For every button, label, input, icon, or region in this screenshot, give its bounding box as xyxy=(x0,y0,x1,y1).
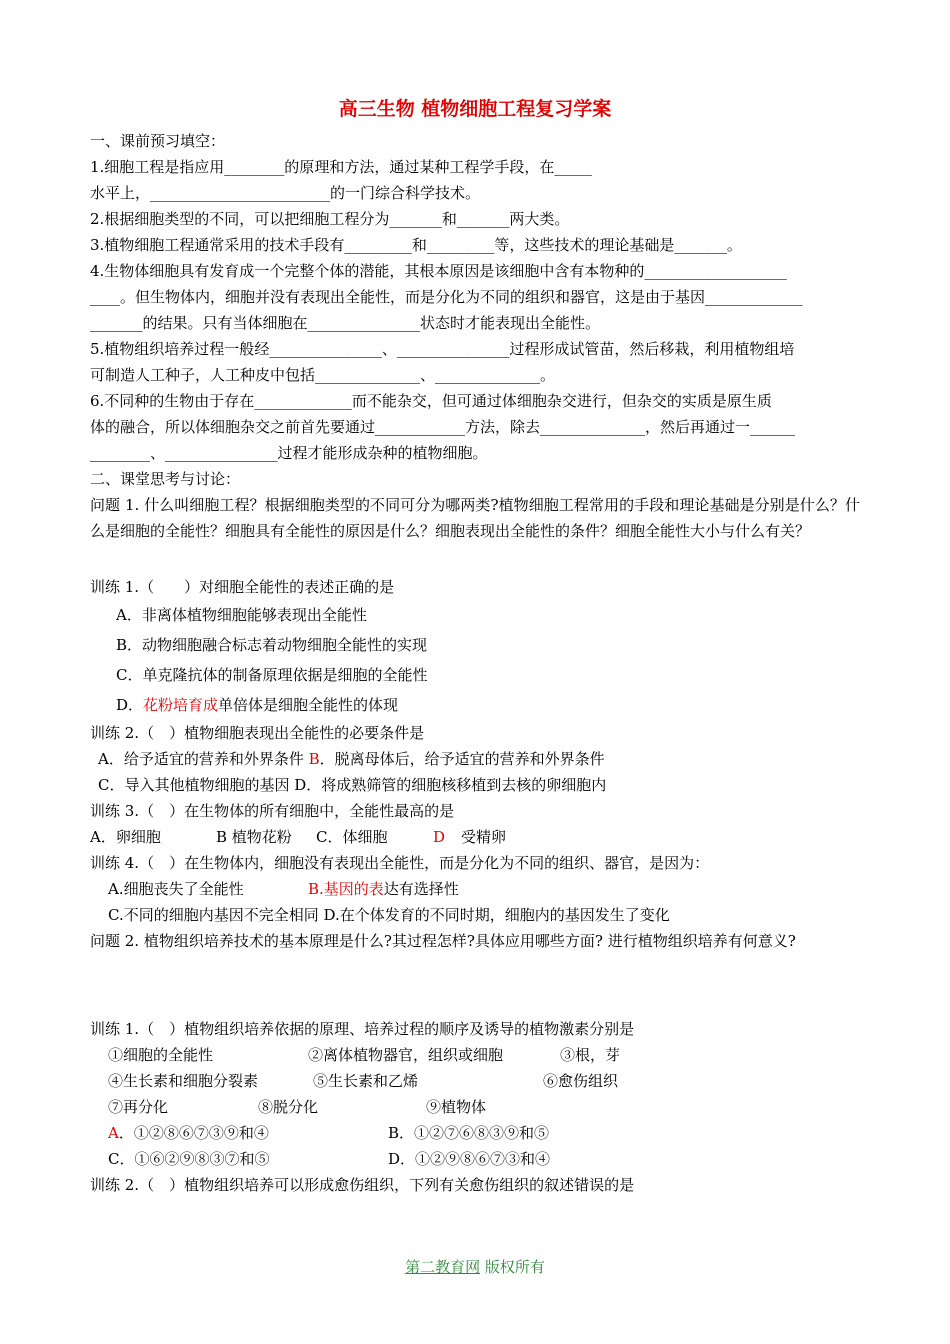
fill-line-10: 6.不同种的生物由于存在_____________而不能杂交，但可通过体细胞杂交进行，但杂交的实质是原生质 xyxy=(90,392,772,410)
fill-line-9: 可制造人工种子，人工种皮中包括______________、______________。 xyxy=(90,366,556,384)
exercise-2-options-ab xyxy=(90,746,860,772)
option-c: C．体细胞 xyxy=(316,828,388,846)
exercise-3-stem: 训练 3.（ ）在生物体的所有细胞中，全能性最高的是 xyxy=(90,802,455,820)
option-a: A.细胞丧失了全能性 xyxy=(108,880,244,898)
exercise-4-options-ab xyxy=(90,876,860,902)
option-d-letter: D xyxy=(433,828,446,846)
exercise-5-items-row2 xyxy=(90,1068,860,1094)
option-d-highlight: 花粉培育成 xyxy=(143,696,219,714)
exercise-4-options-cd: C.不同的细胞内基因不完全相同 D.在个体发育的不同时期，细胞内的基因发生了变化 xyxy=(108,906,670,924)
option-d-prefix: D． xyxy=(116,696,144,714)
item-6: ⑥愈伤组织 xyxy=(543,1072,619,1090)
exercise-2-options-cd: C．导入其他植物细胞的基因 D．将成熟筛管的细胞核移植到去核的卵细胞内 xyxy=(98,776,607,794)
footer-copyright: 版权所有 xyxy=(480,1258,545,1276)
spacer xyxy=(90,954,860,1006)
exercise-6-stem: 训练 2.（ ）植物组织培养可以形成愈伤组织，下列有关愈伤组织的叙述错误的是 xyxy=(90,1176,635,1194)
fill-line-5: 4.生物体细胞具有发育成一个完整个体的潜能，其根本原因是该细胞中含有本物种的___________________ xyxy=(90,262,787,280)
fill-line-6: ____。但生物体内，细胞并没有表现出全能性，而是分化为不同的组织和器官，这是由于基因_____________ xyxy=(90,288,803,306)
item-8: ⑧脱分化 xyxy=(258,1098,319,1116)
option-d-text: 受精卵 xyxy=(461,828,507,846)
option-a-letter: A xyxy=(108,1124,119,1142)
option-c: C．①⑥②⑨⑧③⑦和⑤ xyxy=(108,1150,270,1168)
item-9: ⑨植物体 xyxy=(426,1098,487,1116)
section2-heading: 二、课堂思考与讨论： xyxy=(90,470,241,488)
exercise-5-items-row1 xyxy=(90,1042,860,1068)
fill-line-3: 2.根据细胞类型的不同，可以把细胞工程分为_______和_______两大类。 xyxy=(90,210,570,228)
exercise-1-stem: 训练 1.（ ）对细胞全能性的表述正确的是 xyxy=(90,578,395,596)
fill-line-7: _______的结果。只有当体细胞在_______________状态时才能表现出全能性。 xyxy=(90,314,601,332)
section1-heading: 一、课前预习填空： xyxy=(90,132,226,150)
item-1: ①细胞的全能性 xyxy=(108,1046,214,1064)
question-1: 问题 1. 什么叫细胞工程？根据细胞类型的不同可分为哪两类?植物细胞工程常用的手段和理论基础是分别是什么？什么是细胞的全能性？细胞具有全能性的原因是什么？细胞表现出全能性的条件？细胞全能性大小与什么有关？ xyxy=(90,496,860,540)
exercise-4-stem: 训练 4.（ ）在生物体内，细胞没有表现出全能性，而是分化为不同的组织、器官，是因为： xyxy=(90,854,710,872)
item-5: ⑤生长素和乙烯 xyxy=(313,1072,419,1090)
option-b-highlight: B.基因的表 xyxy=(308,880,384,898)
option-b-rest: 达有选择性 xyxy=(383,880,459,898)
exercise-1-option-d xyxy=(90,690,860,720)
option-a-text: A．给予适宜的营养和外界条件 xyxy=(98,750,309,768)
exercise-3-options xyxy=(90,824,860,850)
exercise-5-items-row3 xyxy=(90,1094,860,1120)
fill-line-2: 水平上，________________________的一门综合科学技术。 xyxy=(90,184,481,202)
question-2: 问题 2. 植物组织培养技术的基本原理是什么?其过程怎样?具体应用哪些方面? 进行植物组织培养有何意义? xyxy=(90,932,796,950)
fill-line-4: 3.植物细胞工程通常采用的技术手段有_________和_________等，这些技术的理论基础是_______。 xyxy=(90,236,742,254)
item-7: ⑦再分化 xyxy=(108,1098,169,1116)
option-b: B 植物花粉 xyxy=(216,828,292,846)
document-title: 高三生物 植物细胞工程复习学案 xyxy=(338,98,612,120)
option-a: A．卵细胞 xyxy=(90,828,161,846)
fill-line-8: 5.植物组织培养过程一般经_______________、_______________过程形成试管苗，然后移栽，利用植物组培 xyxy=(90,340,795,358)
exercise-5-options-ab xyxy=(90,1120,860,1146)
item-3: ③根，芽 xyxy=(560,1046,621,1064)
exercise-1-option-a: A．非离体植物细胞能够表现出全能性 xyxy=(116,606,367,624)
exercise-2-stem: 训练 2.（ ）植物细胞表现出全能性的必要条件是 xyxy=(90,724,425,742)
exercise-1-option-c: C．单克隆抗体的制备原理依据是细胞的全能性 xyxy=(116,666,428,684)
exercise-5-stem: 训练 1.（ ）植物组织培养依据的原理、培养过程的顺序及诱导的植物激素分别是 xyxy=(90,1020,635,1038)
item-2: ②离体植物器官，组织或细胞 xyxy=(308,1046,504,1064)
option-a-text: ．①②⑧⑥⑦③⑨和④ xyxy=(118,1124,269,1142)
fill-line-11: 体的融合，所以体细胞杂交之前首先要通过____________方法，除去______________，然后再通过一______ xyxy=(90,418,796,436)
item-4: ④生长素和细胞分裂素 xyxy=(108,1072,259,1090)
document-page xyxy=(90,96,860,1198)
option-b: B．①②⑦⑥⑧③⑨和⑤ xyxy=(388,1124,550,1142)
option-a xyxy=(108,1120,388,1146)
spacer xyxy=(90,544,860,570)
fill-line-1: 1.细胞工程是指应用________的原理和方法，通过某种工程学手段，在_____ xyxy=(90,158,592,176)
footer xyxy=(0,1256,950,1277)
footer-link[interactable]: 第二教育网 xyxy=(405,1258,481,1276)
exercise-5-options-cd xyxy=(90,1146,860,1172)
option-d: D．①②⑨⑧⑥⑦③和④ xyxy=(388,1150,551,1168)
exercise-1-option-b: B．动物细胞融合标志着动物细胞全能性的实现 xyxy=(116,636,428,654)
option-d-rest: 单倍体是细胞全能性的体现 xyxy=(218,696,399,714)
option-b-text: ．脱离母体后，给予适宜的营养和外界条件 xyxy=(319,750,605,768)
option-b-letter: B xyxy=(308,750,320,768)
fill-line-12: ________、_______________过程才能形成杂种的植物细胞。 xyxy=(90,444,488,462)
